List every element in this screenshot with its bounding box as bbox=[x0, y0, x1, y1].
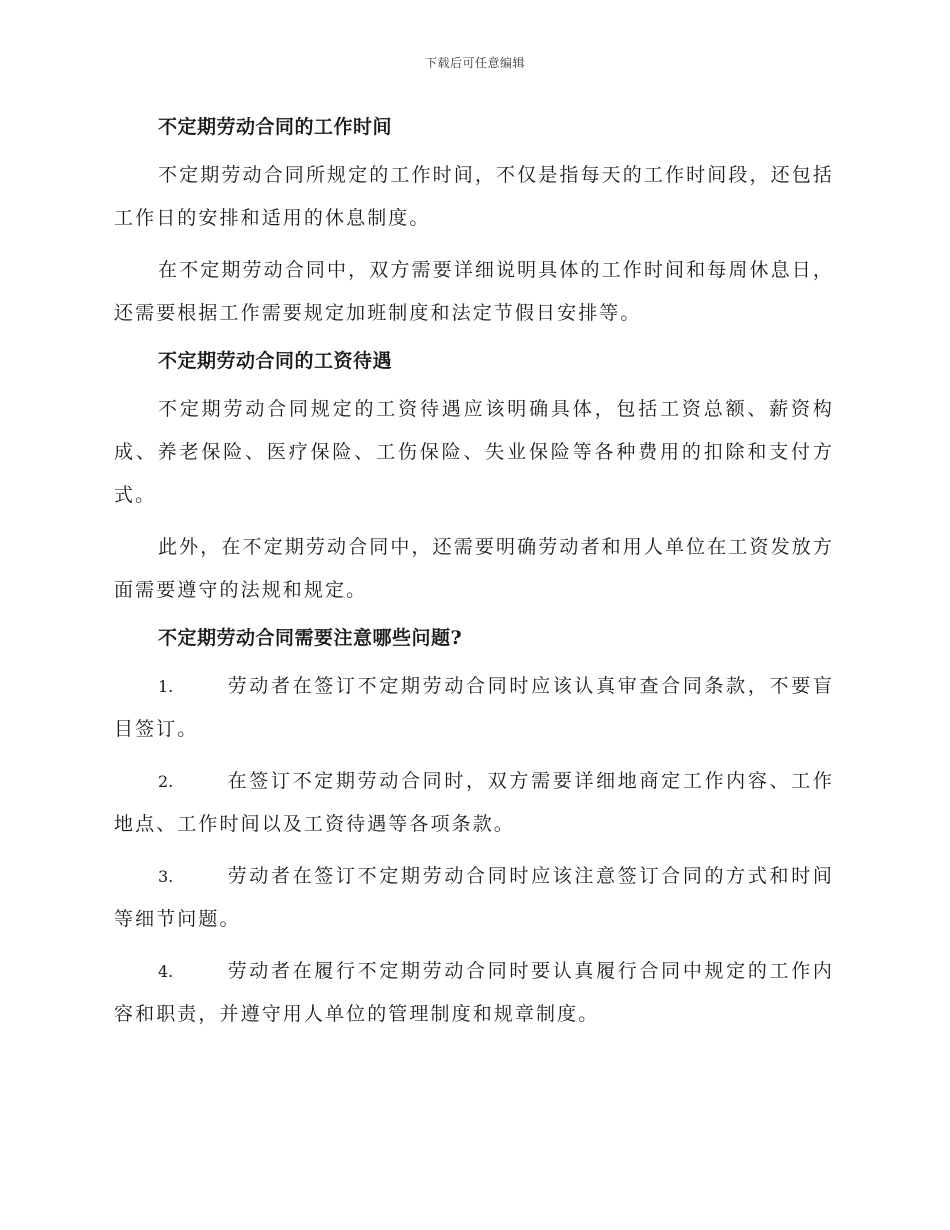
paragraph: 不定期劳动合同所规定的工作时间，不仅是指每天的工作时间段，还包括工作日的安排和适用的休息制度。 bbox=[114, 164, 834, 229]
list-item bbox=[114, 760, 834, 846]
paragraph: 在不定期劳动合同中，双方需要详细说明具体的工作时间和每周休息日，还需要根据工作需要规定加班制度和法定节假日安排等。 bbox=[114, 259, 834, 324]
list-number: 4. bbox=[158, 962, 174, 981]
header-note: 下载后可任意编辑 bbox=[424, 56, 525, 70]
list-item-text: 劳动者在履行不定期劳动合同时要认真履行合同中规定的工作内容和职责，并遵守用人单位的管理制度和规章制度。 bbox=[114, 960, 834, 1025]
list-number: 2. bbox=[158, 772, 174, 791]
section-heading-notes: 不定期劳动合同需要注意哪些问题? bbox=[158, 627, 463, 649]
section-heading-work-time: 不定期劳动合同的工作时间 bbox=[158, 116, 393, 138]
list-item bbox=[114, 855, 834, 941]
list-item-text: 在签订不定期劳动合同时，双方需要详细地商定工作内容、工作地点、工作时间以及工资待遇等各项条款。 bbox=[114, 770, 834, 835]
list-number: 3. bbox=[158, 867, 174, 886]
list-item-text: 劳动者在签订不定期劳动合同时应该注意签订合同的方式和时间等细节问题。 bbox=[114, 865, 834, 930]
list-item bbox=[114, 950, 834, 1036]
list-item bbox=[114, 665, 834, 751]
list-number: 1. bbox=[158, 677, 174, 696]
document-body bbox=[114, 110, 834, 1036]
paragraph: 不定期劳动合同规定的工资待遇应该明确具体，包括工资总额、薪资构成、养老保险、医疗保险、工伤保险、失业保险等各种费用的扣除和支付方式。 bbox=[114, 398, 834, 506]
section-heading-wages: 不定期劳动合同的工资待遇 bbox=[158, 350, 393, 372]
list-item-text: 劳动者在签订不定期劳动合同时应该认真审查合同条款，不要盲目签订。 bbox=[114, 675, 834, 740]
paragraph: 此外，在不定期劳动合同中，还需要明确劳动者和用人单位在工资发放方面需要遵守的法规和规定。 bbox=[114, 536, 834, 601]
